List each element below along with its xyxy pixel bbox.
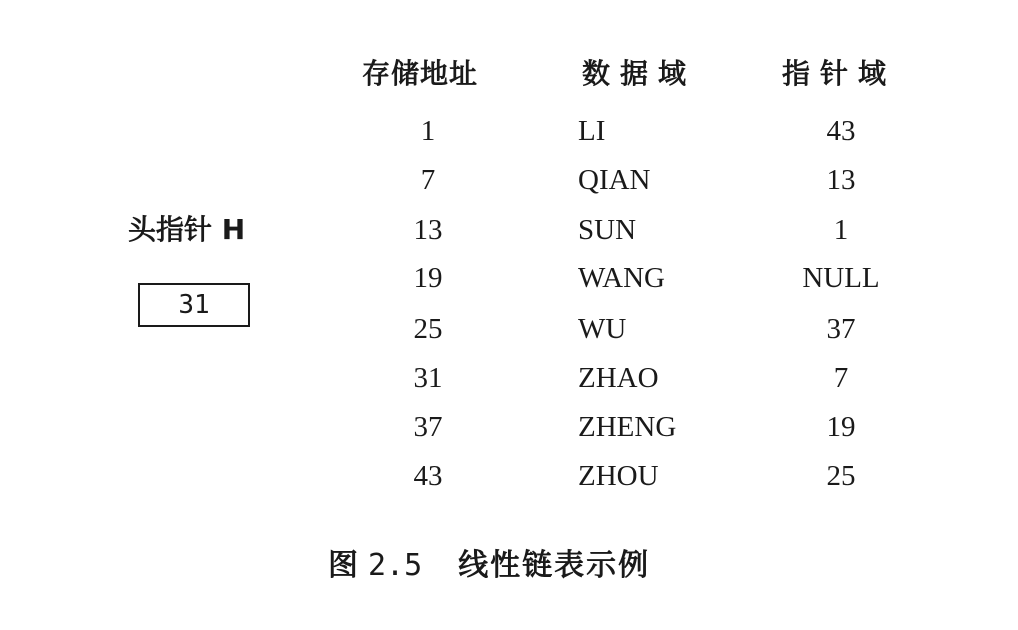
address-cell: 43 [413, 460, 443, 492]
pointer-cell: 19 [826, 411, 856, 443]
pointer-cell: 43 [826, 115, 856, 147]
header-data-field: 数据域 [582, 57, 697, 90]
data-cell: QIAN [578, 164, 651, 196]
pointer-cell: 7 [833, 362, 849, 394]
figure-caption [328, 540, 650, 584]
caption-number: 2.5 [368, 548, 423, 583]
data-cell: LI [578, 115, 606, 147]
pointer-cell: NULL [802, 262, 880, 294]
address-cell: 7 [420, 164, 436, 196]
head-pointer-label: 头指针 H [128, 213, 246, 246]
address-cell: 13 [413, 214, 443, 246]
caption-prefix: 图 [328, 548, 360, 583]
data-cell: ZHAO [578, 362, 659, 394]
table-row [0, 456, 1018, 496]
data-cell: WANG [578, 262, 665, 294]
table-row [0, 111, 1018, 151]
table-row [0, 358, 1018, 398]
header-address: 存储地址 [362, 57, 479, 90]
pointer-cell: 25 [826, 460, 856, 492]
pointer-cell: 37 [826, 313, 856, 345]
caption-title: 线性链表示例 [458, 548, 651, 583]
pointer-cell: 1 [833, 214, 849, 246]
address-cell: 1 [420, 115, 436, 147]
address-cell: 37 [413, 411, 443, 443]
address-cell: 31 [413, 362, 443, 394]
address-cell: 25 [413, 313, 443, 345]
table-row [0, 407, 1018, 447]
address-cell: 19 [413, 262, 443, 294]
table-row [0, 160, 1018, 200]
pointer-cell: 13 [826, 164, 856, 196]
data-cell: ZHENG [578, 411, 677, 443]
data-cell: WU [578, 313, 627, 345]
head-pointer-box: 31 [138, 283, 250, 327]
data-cell: SUN [578, 214, 637, 246]
header-pointer-field: 指针域 [782, 57, 897, 90]
data-cell: ZHOU [578, 460, 659, 492]
